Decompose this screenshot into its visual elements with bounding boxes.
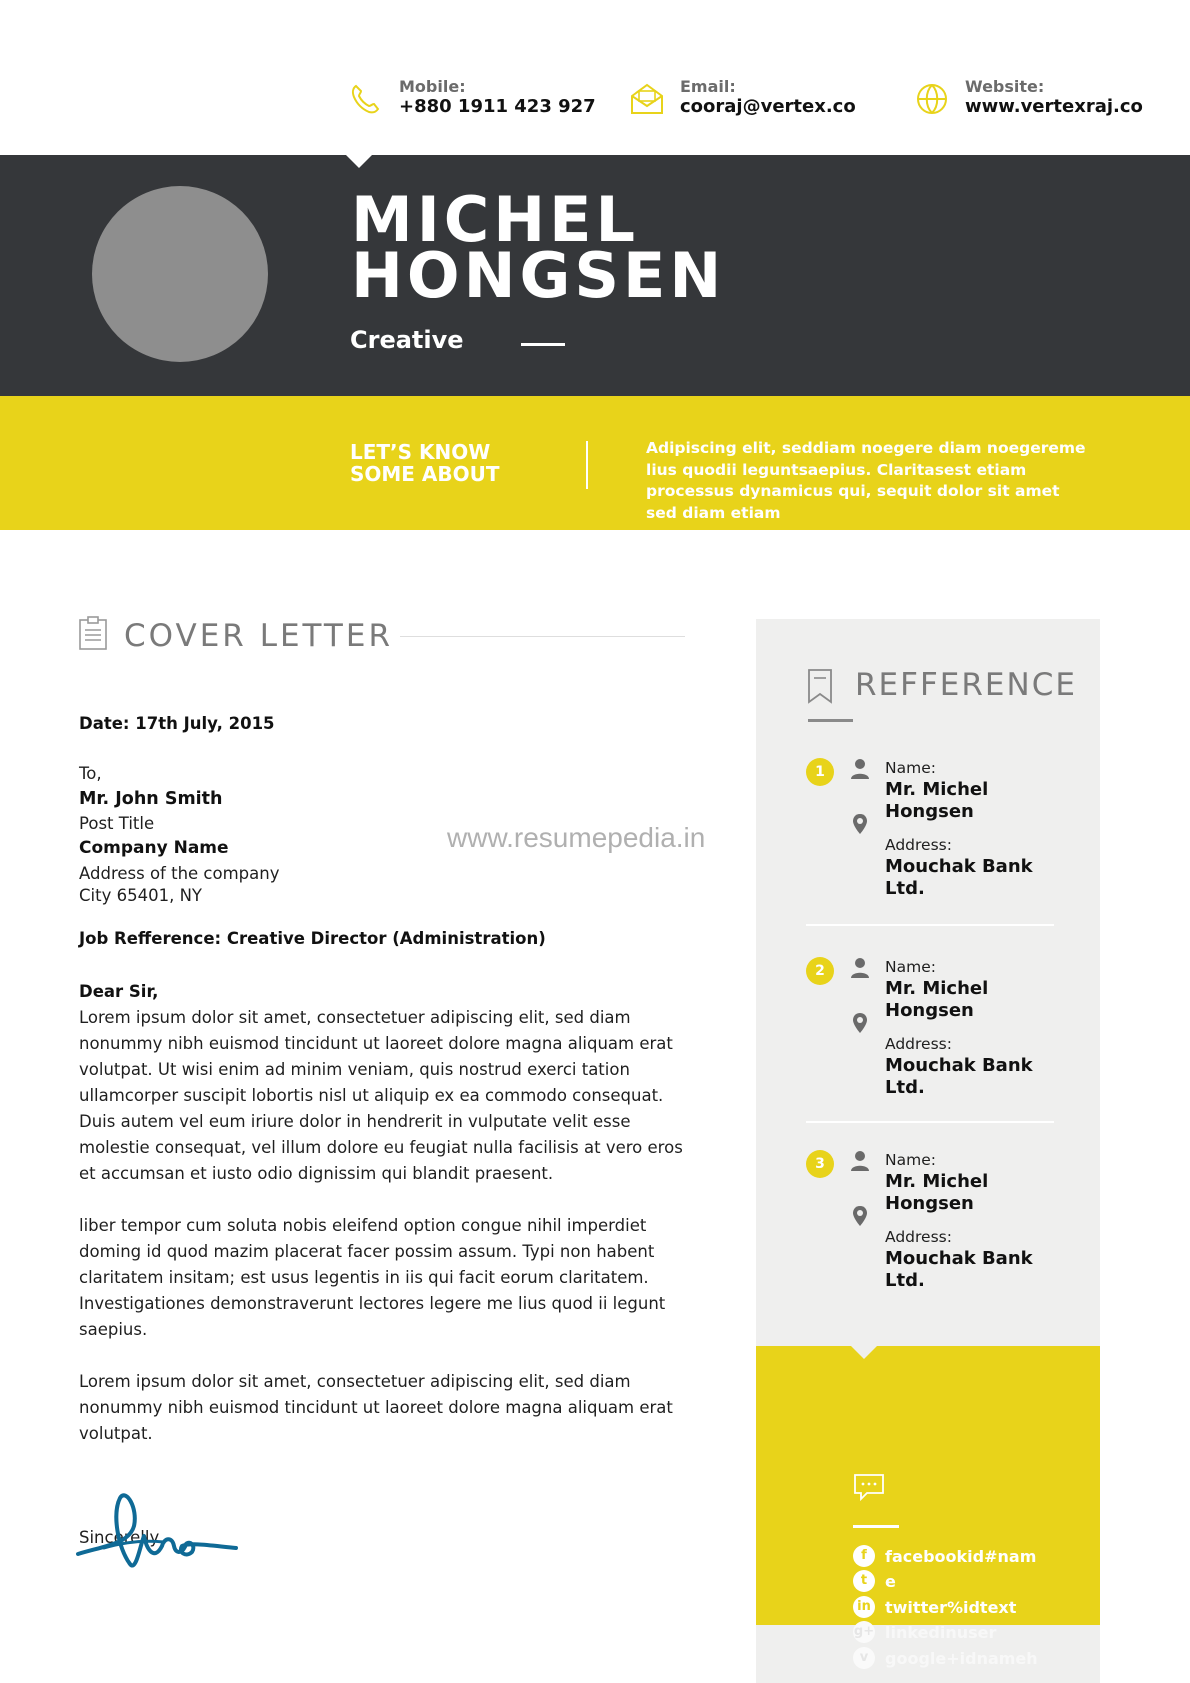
- salutation: Dear Sir,: [79, 982, 159, 1001]
- mobile-value[interactable]: +880 1911 423 927: [399, 96, 596, 117]
- about-divider: [586, 441, 588, 489]
- reference-number: 2: [806, 957, 834, 985]
- globe-icon: [913, 80, 951, 118]
- website-value[interactable]: www.vertexraj.co: [965, 96, 1143, 117]
- reference-address: Mouchak Bank Ltd.: [885, 856, 1033, 899]
- reference-name: Mr. Michel Hongsen: [885, 1171, 989, 1214]
- location-pin-icon: [852, 1205, 868, 1227]
- closing: Sincerelly: [79, 1528, 160, 1547]
- reference-address-label: Address:: [885, 1035, 952, 1053]
- facebook-icon: f: [853, 1545, 875, 1567]
- company-name: Company Name: [79, 838, 229, 858]
- watermark: www.resumepedia.in: [447, 822, 706, 853]
- social-text: google+idnameh: [885, 1648, 1038, 1668]
- linkedin-icon: in: [853, 1596, 875, 1618]
- recipient-title: Post Title: [79, 813, 155, 833]
- reference-address-label: Address:: [885, 1228, 952, 1246]
- cover-letter-title: COVER LETTER: [124, 618, 393, 654]
- letter-paragraph-1: Lorem ipsum dolor sit amet, consectetuer adipiscing elit, sed diam nonummy nibh euismod tincidunt ut laoreet dolore magna aliquam erat volutpat. Ut wisi enim ad minim veniam, quis nostrud exerci tation ullamcorper suscipit lobortis nisl ut aliquip ex ea commodo consequat. Duis autem vel eum iriure dolor in hendrerit in vulputate velit esse molestie consequat, vel illum dolore eu feugiat nulla facilisis at vero eros et accumsan et iusto odio dignissim qui blandit praesent.: [79, 1008, 683, 1183]
- reference-number: 3: [806, 1150, 834, 1178]
- social-underline: [853, 1525, 899, 1528]
- social-item-googleplus[interactable]: [853, 1621, 1093, 1643]
- about-text: Adipiscing elit, seddiam noegere diam noegereme lius quodii leguntsaepius. Claritasest etiam processus dynamicus qui, sequit dolor sit amet sed diam etiam: [646, 439, 1086, 522]
- reference-address: Mouchak Bank Ltd.: [885, 1055, 1033, 1098]
- twitter-icon: t: [853, 1570, 875, 1592]
- reference-address: Mouchak Bank Ltd.: [885, 1248, 1033, 1291]
- reference-separator: [806, 1121, 1054, 1123]
- cover-letter-rule: [400, 636, 685, 637]
- first-name: MICHEL: [351, 183, 640, 256]
- recipient-name: Mr. John Smith: [79, 788, 223, 809]
- social-text: twitter%idtext: [885, 1597, 1017, 1617]
- role-divider: [521, 343, 565, 346]
- reference-details: [885, 757, 1065, 900]
- google-plus-icon: g+: [853, 1621, 875, 1643]
- letter-paragraph-2: liber tempor cum soluta nobis eleifend option congue nihil imperdiet doming id quod mazim placerat facer possim assum. Typi non habent claritatem insitam; est usus legentis in iis qui facit eorum claritatem. Investigationes demonstraverunt lectores legere me lius quod ii legunt saepius.: [79, 1216, 666, 1339]
- reference-name-label: Name:: [885, 759, 936, 777]
- reference-name: Mr. Michel Hongsen: [885, 978, 989, 1021]
- reference-name: Mr. Michel Hongsen: [885, 779, 989, 822]
- about-title: [350, 441, 570, 485]
- contact-mobile: [347, 78, 596, 118]
- social-text: e: [885, 1571, 896, 1591]
- social-text: facebookid#nam: [885, 1546, 1037, 1566]
- about-title-line1: LET’S KNOW: [350, 440, 491, 464]
- clipboard-icon: [78, 615, 108, 651]
- social-item-twitter[interactable]: [853, 1570, 1093, 1592]
- letter-to: To,: [79, 764, 102, 783]
- letter-date: Date: 17th July, 2015: [79, 714, 275, 733]
- reference-name-label: Name:: [885, 1151, 936, 1169]
- person-icon: [850, 1150, 870, 1172]
- reference-number: 1: [806, 758, 834, 786]
- full-name: [351, 183, 726, 312]
- reference-underline: [808, 719, 853, 722]
- company-address: Address of the company: [79, 864, 280, 883]
- vimeo-icon: v: [853, 1647, 875, 1669]
- mobile-label: Mobile:: [399, 77, 466, 96]
- bookmark-icon: [806, 668, 834, 704]
- phone-icon: [347, 80, 385, 118]
- about-title-line2: SOME ABOUT: [350, 462, 500, 486]
- job-reference: Job Refference: Creative Director (Administration): [79, 929, 546, 948]
- reference-name-label: Name:: [885, 958, 936, 976]
- location-pin-icon: [852, 1012, 868, 1034]
- person-icon: [850, 758, 870, 780]
- social-item-vimeo[interactable]: [853, 1647, 1093, 1669]
- email-value[interactable]: cooraj@vertex.co: [680, 96, 856, 117]
- reference-address-label: Address:: [885, 836, 952, 854]
- chat-bubble-icon: [853, 1473, 885, 1501]
- social-item-facebook[interactable]: [853, 1545, 1093, 1567]
- reference-title: REFFERENCE: [855, 667, 1077, 703]
- reference-details: [885, 1149, 1065, 1292]
- person-icon: [850, 957, 870, 979]
- reference-details: [885, 956, 1065, 1099]
- social-panel-notch: [851, 1346, 877, 1359]
- signature: [74, 1486, 239, 1572]
- header-notch: [346, 155, 372, 168]
- social-text: linkedinuser: [885, 1622, 997, 1642]
- profile-photo: [92, 186, 268, 362]
- job-role: Creative: [350, 326, 464, 354]
- email-label: Email:: [680, 77, 736, 96]
- social-item-linkedin[interactable]: [853, 1596, 1093, 1618]
- last-name: HONGSEN: [351, 239, 726, 312]
- website-label: Website:: [965, 77, 1045, 96]
- company-city: City 65401, NY: [79, 885, 202, 905]
- location-pin-icon: [852, 813, 868, 835]
- contact-website: [913, 78, 1143, 118]
- envelope-icon: [628, 80, 666, 118]
- letter-paragraph-3: Lorem ipsum dolor sit amet, consectetuer adipiscing elit, sed diam nonummy nibh euismod tincidunt ut laoreet dolore magna aliquam erat volutpat.: [79, 1372, 673, 1443]
- reference-separator: [806, 924, 1054, 926]
- contact-email: [628, 78, 856, 118]
